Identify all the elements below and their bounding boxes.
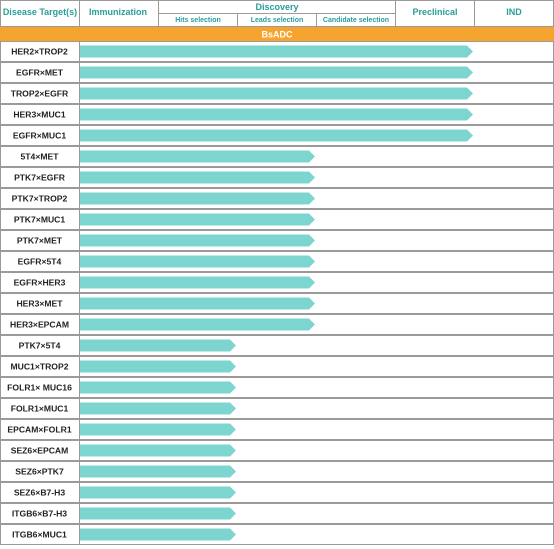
pipeline-row — [1, 230, 554, 251]
target-label: PTK7×TROP2 — [11, 193, 68, 204]
progress-bar — [80, 130, 473, 142]
pipeline-row — [1, 188, 554, 209]
target-label: FOLR1× MUC16 — [7, 382, 72, 393]
pipeline-row — [1, 251, 554, 272]
target-label: HER2×TROP2 — [11, 46, 68, 57]
pipeline-row — [1, 419, 554, 440]
pipeline-row — [1, 104, 554, 125]
progress-bar — [80, 46, 473, 58]
target-label: HER3×MUC1 — [13, 109, 66, 120]
progress-bar — [80, 88, 473, 100]
target-label: PTK7×MET — [16, 235, 63, 246]
progress-bar — [80, 382, 236, 394]
target-label: SEZ6×EPCAM — [10, 445, 69, 456]
progress-bar — [80, 361, 236, 373]
progress-bar — [80, 487, 236, 499]
header-disease-targets: Disease Target(s) — [2, 7, 78, 17]
pipeline-row — [1, 524, 554, 545]
progress-bar — [80, 403, 236, 415]
pipeline-row — [1, 482, 554, 503]
pipeline-row — [1, 356, 554, 377]
progress-bar — [80, 445, 236, 457]
target-label: SEZ6×B7-H3 — [13, 487, 66, 498]
target-label: EGFR×HER3 — [13, 277, 66, 288]
pipeline-row — [1, 314, 554, 335]
target-label: ITGB6×B7-H3 — [11, 508, 68, 519]
target-label: MUC1×TROP2 — [10, 361, 69, 372]
target-label: EPCAM×FOLR1 — [7, 424, 72, 435]
progress-bar — [80, 466, 236, 478]
pipeline-row — [1, 335, 554, 356]
pipeline-row — [1, 41, 554, 62]
target-label: 5T4×MET — [20, 151, 59, 162]
pipeline-row — [1, 377, 554, 398]
progress-bar — [80, 319, 315, 331]
progress-bar — [80, 235, 315, 247]
progress-bar — [80, 109, 473, 121]
header-discovery: Discovery — [255, 2, 299, 12]
group-band-label: BsADC — [261, 29, 293, 40]
progress-bar — [80, 340, 236, 352]
progress-bar — [80, 424, 236, 436]
pipeline-rows — [1, 41, 554, 545]
pipeline-row — [1, 398, 554, 419]
progress-bar — [80, 151, 315, 163]
pipeline-row — [1, 146, 554, 167]
pipeline-row — [1, 293, 554, 314]
pipeline-row — [1, 83, 554, 104]
header-immunization: Immunization — [89, 7, 147, 17]
progress-bar — [80, 67, 473, 79]
header-leads-selection: Leads selection — [250, 17, 304, 24]
pipeline-row — [1, 461, 554, 482]
header-ind: IND — [506, 7, 522, 17]
header-preclinical: Preclinical — [412, 7, 458, 17]
pipeline-row — [1, 440, 554, 461]
pipeline-row — [1, 125, 554, 146]
target-label: FOLR1×MUC1 — [10, 403, 69, 414]
target-label: ITGB6×MUC1 — [12, 529, 67, 540]
target-label: PTK7×5T4 — [18, 340, 61, 351]
header-candidate-selection: Candidate selection — [322, 17, 390, 24]
pipeline-row — [1, 272, 554, 293]
target-label: SEZ6×PTK7 — [15, 466, 64, 477]
pipeline-row — [1, 209, 554, 230]
progress-bar — [80, 277, 315, 289]
target-label: PTK7×EGFR — [14, 172, 65, 183]
pipeline-row — [1, 62, 554, 83]
progress-bar — [80, 214, 315, 226]
header-hits-selection: Hits selection — [175, 17, 221, 24]
target-label: EGFR×MUC1 — [12, 130, 67, 141]
progress-bar — [80, 298, 315, 310]
progress-bar — [80, 529, 236, 541]
pipeline-row — [1, 167, 554, 188]
pipeline-row — [1, 503, 554, 524]
progress-bar — [80, 193, 315, 205]
progress-bar — [80, 508, 236, 520]
target-label: TROP2×EGFR — [10, 88, 69, 99]
progress-bar — [80, 256, 315, 268]
progress-bar — [80, 172, 315, 184]
target-label: HER3×EPCAM — [10, 319, 69, 330]
target-label: HER3×MET — [16, 298, 63, 309]
target-label: EGFR×MET — [15, 67, 64, 78]
target-label: EGFR×5T4 — [17, 256, 62, 267]
target-label: PTK7×MUC1 — [13, 214, 66, 225]
